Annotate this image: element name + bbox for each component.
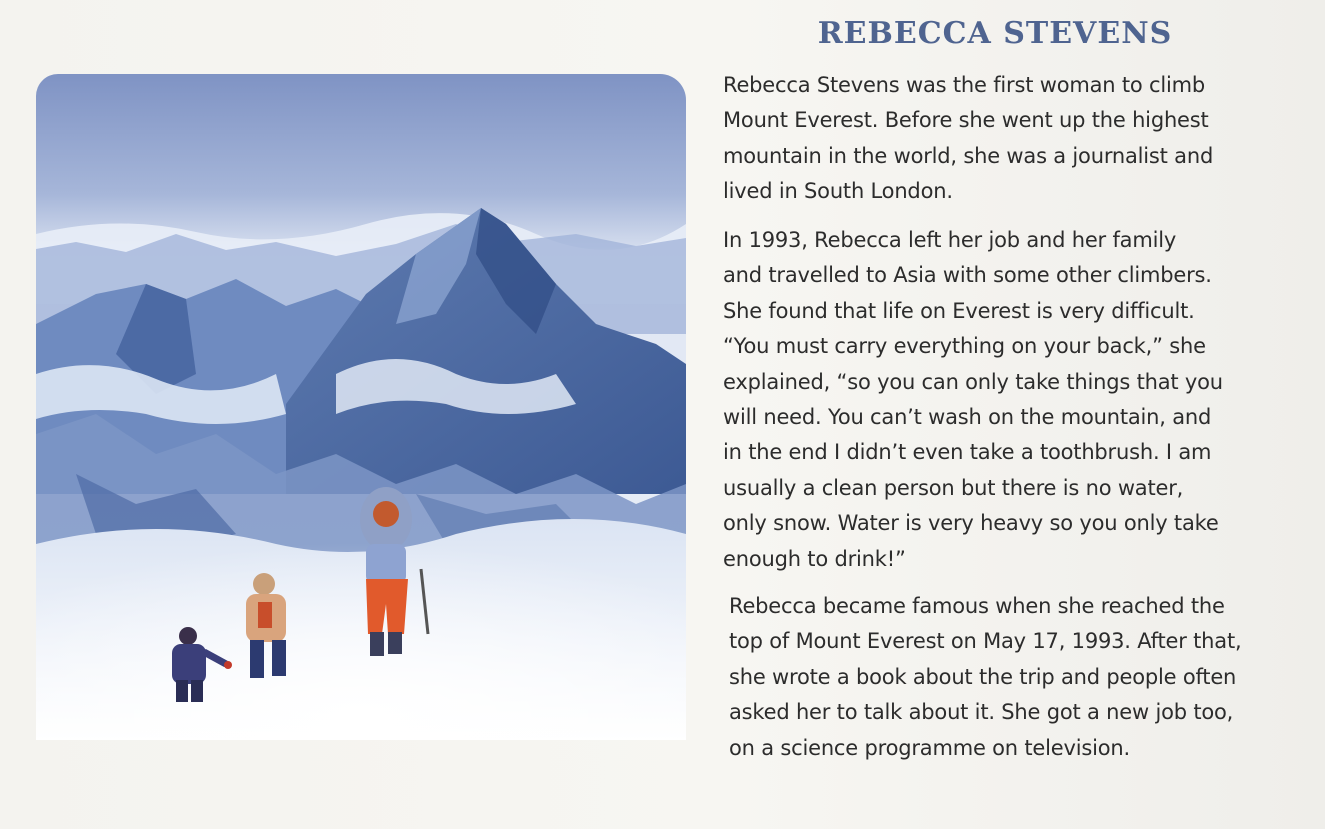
- everest-climbers-photo: [36, 74, 686, 740]
- paragraph-fame: Rebecca became famous when she reached the top of Mount Everest on May 17, 1993. After that, she wrote a book about the trip and people often asked her to talk about it. She got a new job too, on a science programme on television.: [729, 594, 1242, 760]
- mountain-illustration: [36, 74, 686, 740]
- article-title: REBECCA STEVENS: [817, 16, 1173, 51]
- paragraph-journey: In 1993, Rebecca left her job and her family and travelled to Asia with some other climbers. She found that life on Everest is very difficult. “You must carry everything on your back,” she explained, “so you can only take things that you will need. You can’t wash on the mountain, and in the end I didn’t even take a toothbrush. I am usually a clean person but there is no water, only snow. Water is very heavy so you only take enough to drink!”: [723, 228, 1223, 571]
- paragraph-intro: Rebecca Stevens was the first woman to climb Mount Everest. Before she went up the highest mountain in the world, she was a journalist and lived in South London.: [723, 73, 1214, 204]
